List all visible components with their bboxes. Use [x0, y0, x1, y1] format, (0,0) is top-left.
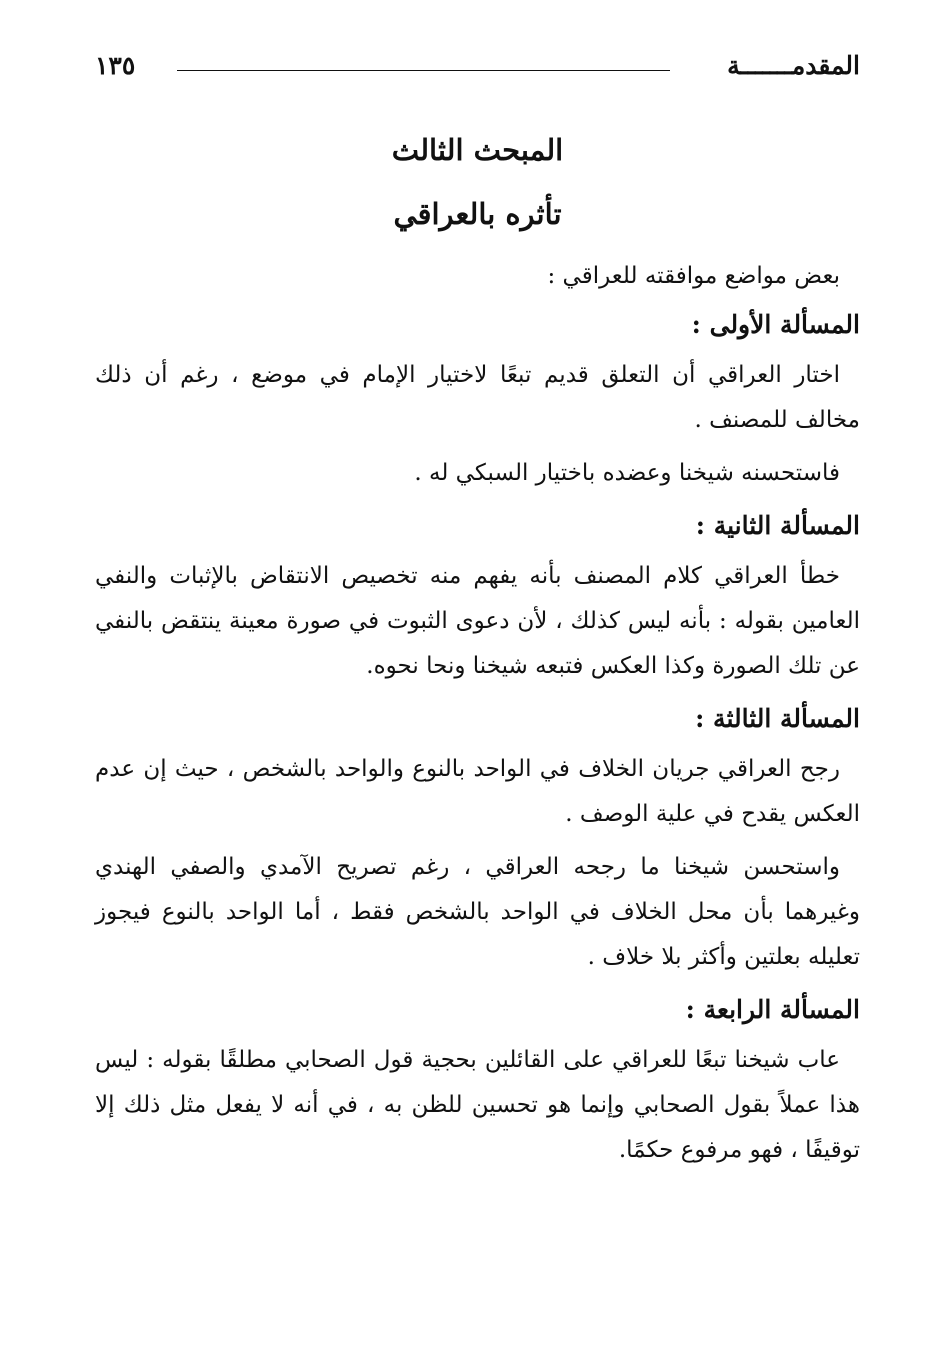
issue-heading-1: المسألة الأولى : [691, 310, 860, 339]
intro-paragraph: بعض مواضع موافقته للعراقي : [547, 263, 840, 289]
issue-1-paragraph-2: فاستحسنه شيخنا وعضده باختيار السبكي له . [414, 460, 840, 486]
page-number: ١٣٥ [95, 51, 136, 80]
issue-heading-4: المسألة الرابعة : [685, 995, 860, 1024]
section-heading: المبحث الثالث [391, 133, 564, 167]
issue-1-paragraph-1: اختار العراقي أن التعلق قديم تبعًا لاختيار الإمام في موضع ، رغم أن ذلك مخالف للمصنف . [95, 362, 860, 433]
issue-4-paragraph-1: عاب شيخنا تبعًا للعراقي على القائلين بحجية قول الصحابي مطلقًا بقوله : ليس هذا عملاً بقول الصحابي وإنما هو تحسين للظن به ، في أنه لا يفعل مثل ذلك إلا توقيفًا ، فهو مرفوع حكمًا. [95, 1047, 860, 1163]
issue-2-paragraph-1: خطأ العراقي كلام المصنف بأنه يفهم منه تخصيص الانتقاض بالإثبات والنفي العامين بقوله : بأنه ليس كذلك ، لأن دعوى الثبوت في صورة معينة ينتقض بالنفي عن تلك الصورة وكذا العكس فتبعه شيخنا ونحا نحوه. [95, 563, 860, 679]
header-rule [177, 70, 670, 71]
section-subtitle: تأثره بالعراقي [393, 197, 562, 231]
issue-3-paragraph-2: واستحسن شيخنا ما رجحه العراقي ، رغم تصريح الآمدي والصفي الهندي وغيرهما بأن محل الخلاف في الواحد بالشخص فقط ، أما الواحد بالنوع فيجوز تعليله بعلتين وأكثر بلا خلاف . [95, 854, 860, 970]
page-body [95, 254, 860, 1181]
running-header-title: المقدمـــــــة [727, 51, 860, 80]
issue-heading-2: المسألة الثانية : [695, 511, 860, 540]
issue-heading-3: المسألة الثالثة : [695, 704, 860, 733]
running-header [95, 48, 860, 84]
issue-3-paragraph-1: رجح العراقي جريان الخلاف في الواحد بالنوع والواحد بالشخص ، حيث إن عدم العكس يقدح في علية الوصف . [95, 756, 860, 827]
